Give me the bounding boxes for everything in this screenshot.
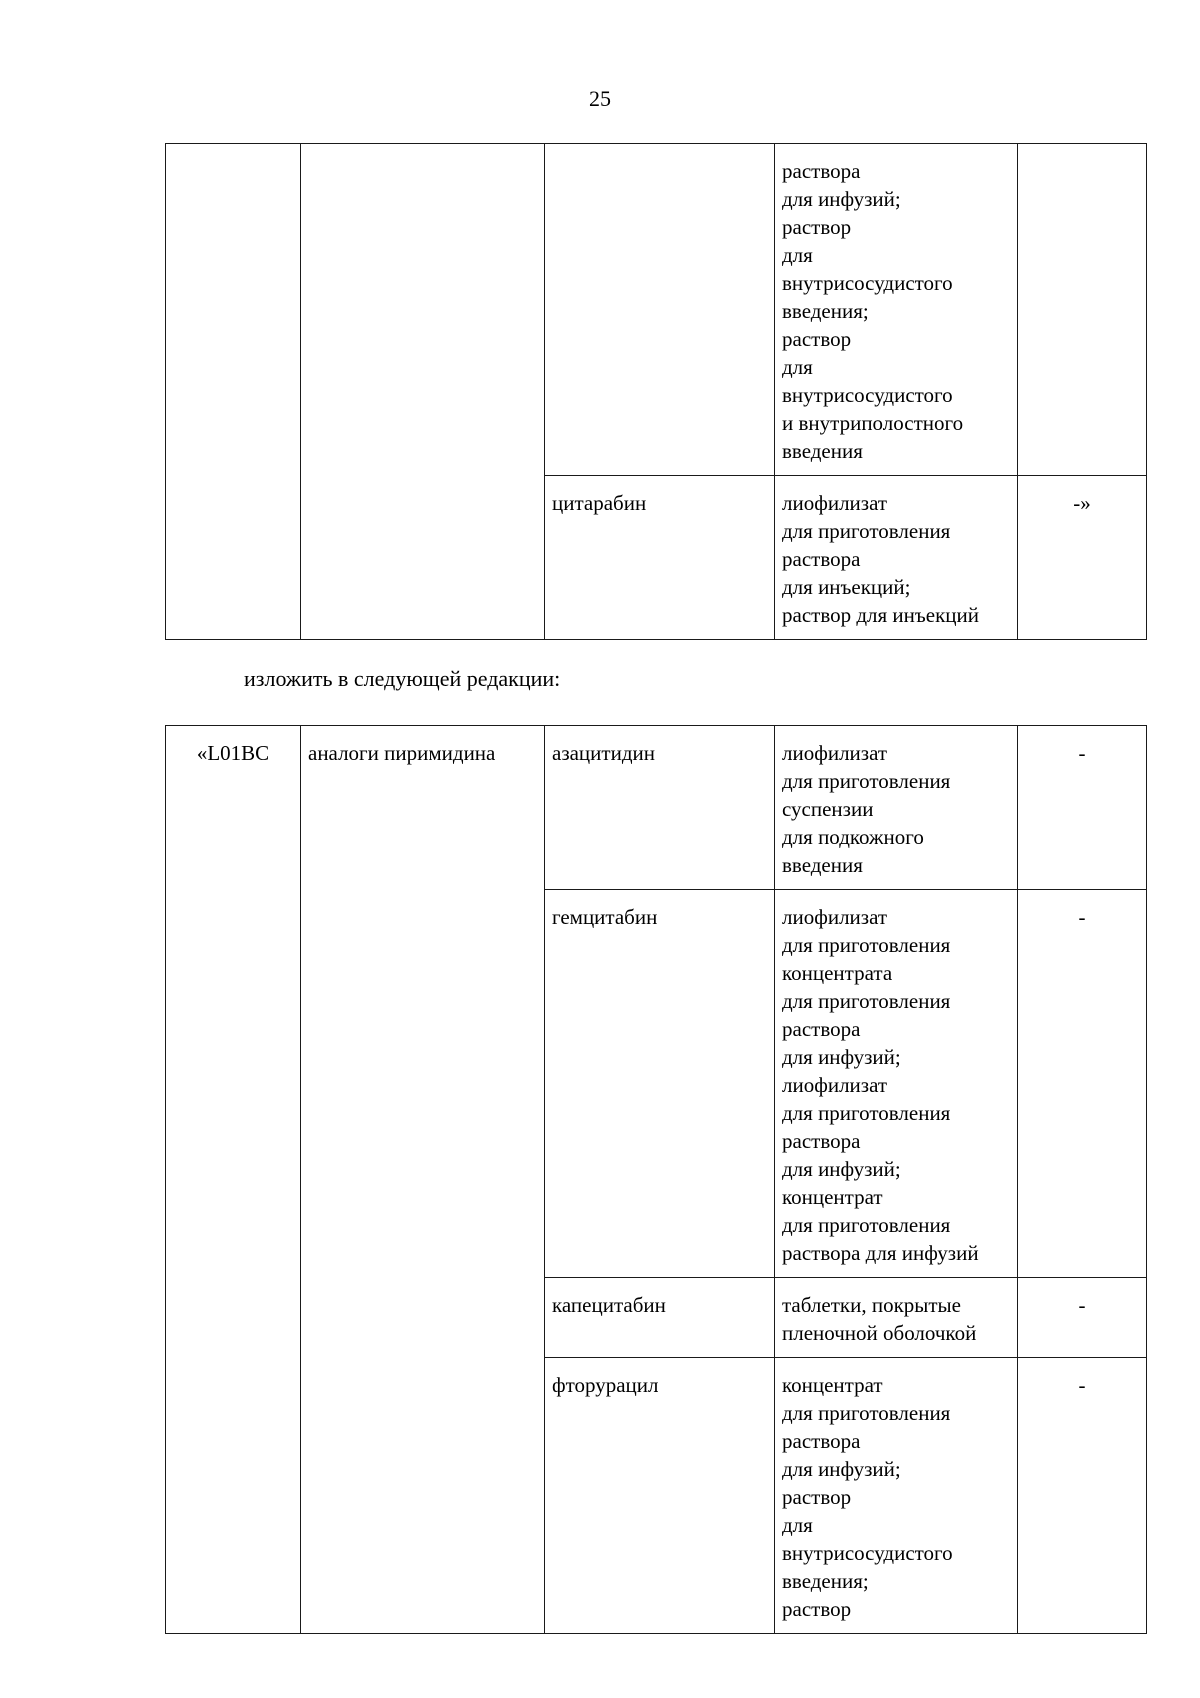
dosage-form-cell: таблетки, покрытые пленочной оболочкой (775, 1278, 1018, 1358)
drug-name-cell: фторурацил (545, 1358, 775, 1634)
note-cell: - (1018, 1358, 1147, 1634)
note-cell: - (1018, 726, 1147, 890)
drug-name-cell: капецитабин (545, 1278, 775, 1358)
drug-table-new (165, 725, 1147, 1634)
drug-table-previous (165, 143, 1147, 640)
table-row (166, 144, 1147, 476)
atc-code-cell: «L01BC (166, 726, 301, 1634)
note-cell: -» (1018, 476, 1147, 640)
drug-name-cell (545, 144, 775, 476)
group-cell: аналоги пиримидина (301, 726, 545, 1634)
dosage-form-cell: лиофилизат для приготовления суспензии для подкожного введения (775, 726, 1018, 890)
dosage-form-cell: раствора для инфузий; раствор для внутрисосудистого введения; раствор для внутрисосудистого и внутриполостного введения (775, 144, 1018, 476)
note-cell: - (1018, 890, 1147, 1278)
note-cell: - (1018, 1278, 1147, 1358)
dosage-form-cell: концентрат для приготовления раствора для инфузий; раствор для внутрисосудистого введения; раствор (775, 1358, 1018, 1634)
atc-code-cell (166, 144, 301, 640)
drug-name-cell: гемцитабин (545, 890, 775, 1278)
instruction-text: изложить в следующей редакции: (244, 666, 561, 691)
table-row (166, 726, 1147, 890)
drug-name-cell: азацитидин (545, 726, 775, 890)
note-cell (1018, 144, 1147, 476)
page-number: 25 (589, 86, 611, 111)
drug-name-cell: цитарабин (545, 476, 775, 640)
group-cell (301, 144, 545, 640)
dosage-form-cell: лиофилизат для приготовления раствора для инъекций; раствор для инъекций (775, 476, 1018, 640)
dosage-form-cell: лиофилизат для приготовления концентрата для приготовления раствора для инфузий; лиофилизат для приготовления раствора для инфузий; концентрат для приготовления раствора для инфузий (775, 890, 1018, 1278)
